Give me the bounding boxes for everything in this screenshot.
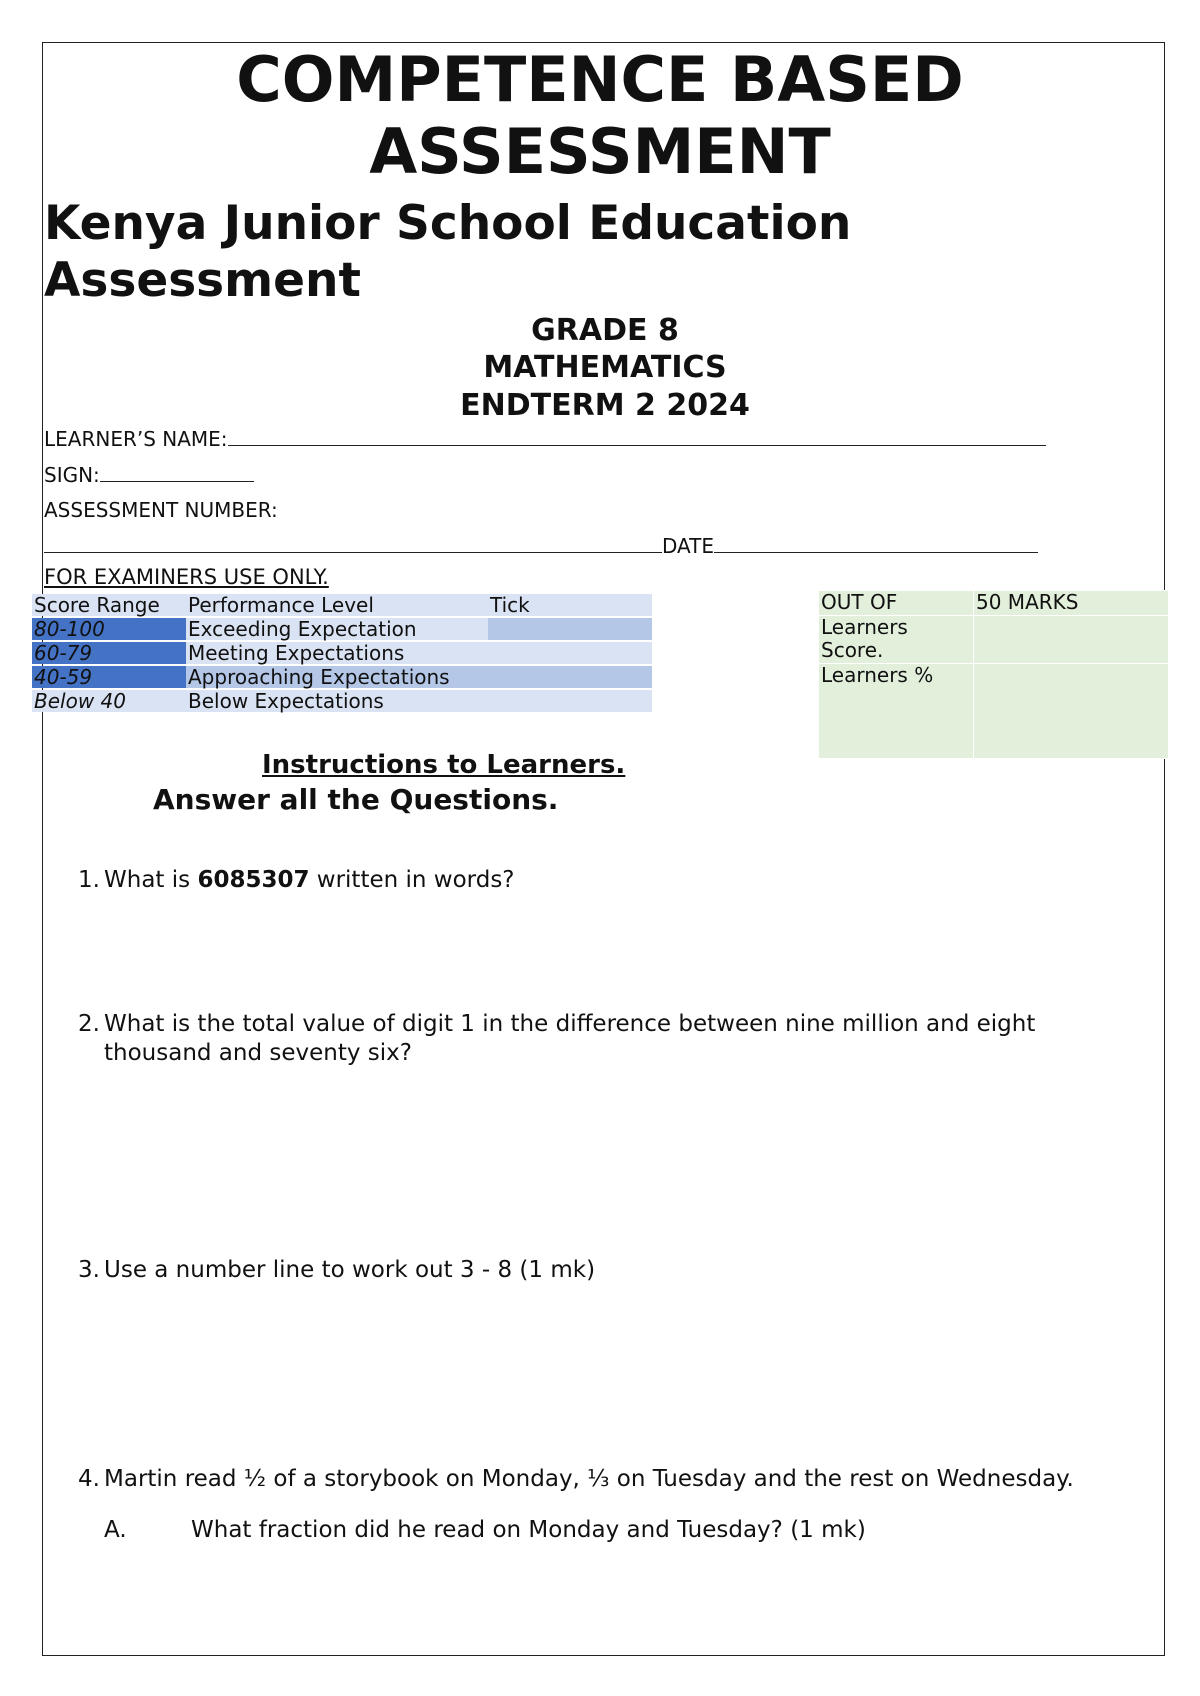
question-text-pre: What is: [104, 867, 198, 893]
table-row: [32, 618, 652, 640]
learner-name-field: [44, 426, 1046, 452]
question-text: Martin read ½ of a storybook on Monday, ⅓ on Tuesday and the rest on Wednesday.: [104, 1466, 1074, 1492]
score-range: Below 40: [32, 690, 186, 712]
grade: GRADE 8: [531, 313, 679, 348]
question-2: [78, 1010, 1158, 1068]
sign-label: SIGN:: [44, 463, 100, 487]
question-4a: [104, 1516, 1184, 1545]
question-text-line-1: What is the total value of digit 1 in the difference between nine million and eight: [104, 1011, 1036, 1037]
date-label: DATE: [662, 534, 715, 558]
learners-score-label-1: Learners: [821, 615, 908, 639]
title-line-1: COMPETENCE BASED: [236, 43, 964, 116]
marks-table: [818, 590, 1169, 759]
marks-row-out-of: [819, 591, 1169, 616]
question-3: [78, 1256, 1158, 1285]
score-range: 40-59: [32, 666, 186, 688]
sign-field: [44, 462, 254, 488]
learner-name-line[interactable]: [228, 427, 1046, 446]
question-number-value: 6085307: [197, 867, 310, 893]
question-4: [78, 1465, 1158, 1494]
marks-row-score: [819, 616, 1169, 664]
out-of-label: OUT OF: [819, 591, 974, 616]
subject: MATHEMATICS: [483, 350, 727, 385]
question-number: 4.: [78, 1466, 100, 1492]
header-tick: Tick: [488, 594, 652, 616]
table-row: [32, 690, 652, 712]
learner-name-label: LEARNER’S NAME:: [44, 427, 228, 451]
learners-percent-value[interactable]: [974, 664, 1169, 759]
performance-table: [32, 592, 652, 714]
subtitle-line-2: Assessment: [44, 253, 361, 308]
score-range: 80-100: [32, 618, 186, 640]
performance-level: Below Expectations: [186, 690, 488, 712]
question-number: 3.: [78, 1257, 100, 1283]
table-row: [32, 642, 652, 664]
marks-row-percent: [819, 664, 1169, 759]
table-row: [32, 666, 652, 688]
header-performance-level: Performance Level: [186, 594, 488, 616]
term: ENDTERM 2 2024: [460, 388, 750, 423]
date-field: [44, 533, 1038, 559]
question-text-post: written in words?: [309, 867, 515, 893]
learners-percent-label: Learners %: [819, 664, 974, 759]
date-line[interactable]: [714, 534, 1038, 553]
score-range: 60-79: [32, 642, 186, 664]
performance-level: Approaching Expectations: [186, 666, 488, 688]
instructions-heading: Instructions to Learners.: [262, 750, 626, 780]
subtitle-line-1: Kenya Junior School Education: [44, 196, 852, 251]
sub-question-letter: A.: [104, 1517, 127, 1543]
learners-score-value[interactable]: [974, 616, 1169, 664]
header-score-range: Score Range: [32, 594, 186, 616]
question-text: Use a number line to work out 3 - 8 (1 mk): [104, 1257, 596, 1283]
table-header-row: [32, 594, 652, 616]
learners-score-label-2: Score.: [821, 638, 884, 662]
question-text-line-2: thousand and seventy six?: [104, 1040, 412, 1066]
tick-cell[interactable]: [488, 618, 652, 640]
tick-cell[interactable]: [488, 666, 652, 688]
sign-line[interactable]: [100, 463, 254, 482]
out-of-value: 50 MARKS: [974, 591, 1169, 616]
examiners-use-label: FOR EXAMINERS USE ONLY.: [44, 565, 329, 589]
assessment-number-line[interactable]: [44, 534, 662, 553]
learners-score-label: [819, 616, 974, 664]
title-line-2: ASSESSMENT: [369, 115, 831, 188]
question-1: [78, 866, 1158, 895]
question-number: 2.: [78, 1011, 100, 1037]
tick-cell[interactable]: [488, 642, 652, 664]
instructions-text: Answer all the Questions.: [153, 783, 559, 816]
sub-question-text: What fraction did he read on Monday and Tuesday? (1 mk): [191, 1517, 866, 1543]
performance-level: Exceeding Expectation: [186, 618, 488, 640]
tick-cell[interactable]: [488, 690, 652, 712]
performance-level: Meeting Expectations: [186, 642, 488, 664]
question-number: 1.: [78, 867, 100, 893]
assessment-number-label: ASSESSMENT NUMBER:: [44, 498, 278, 522]
